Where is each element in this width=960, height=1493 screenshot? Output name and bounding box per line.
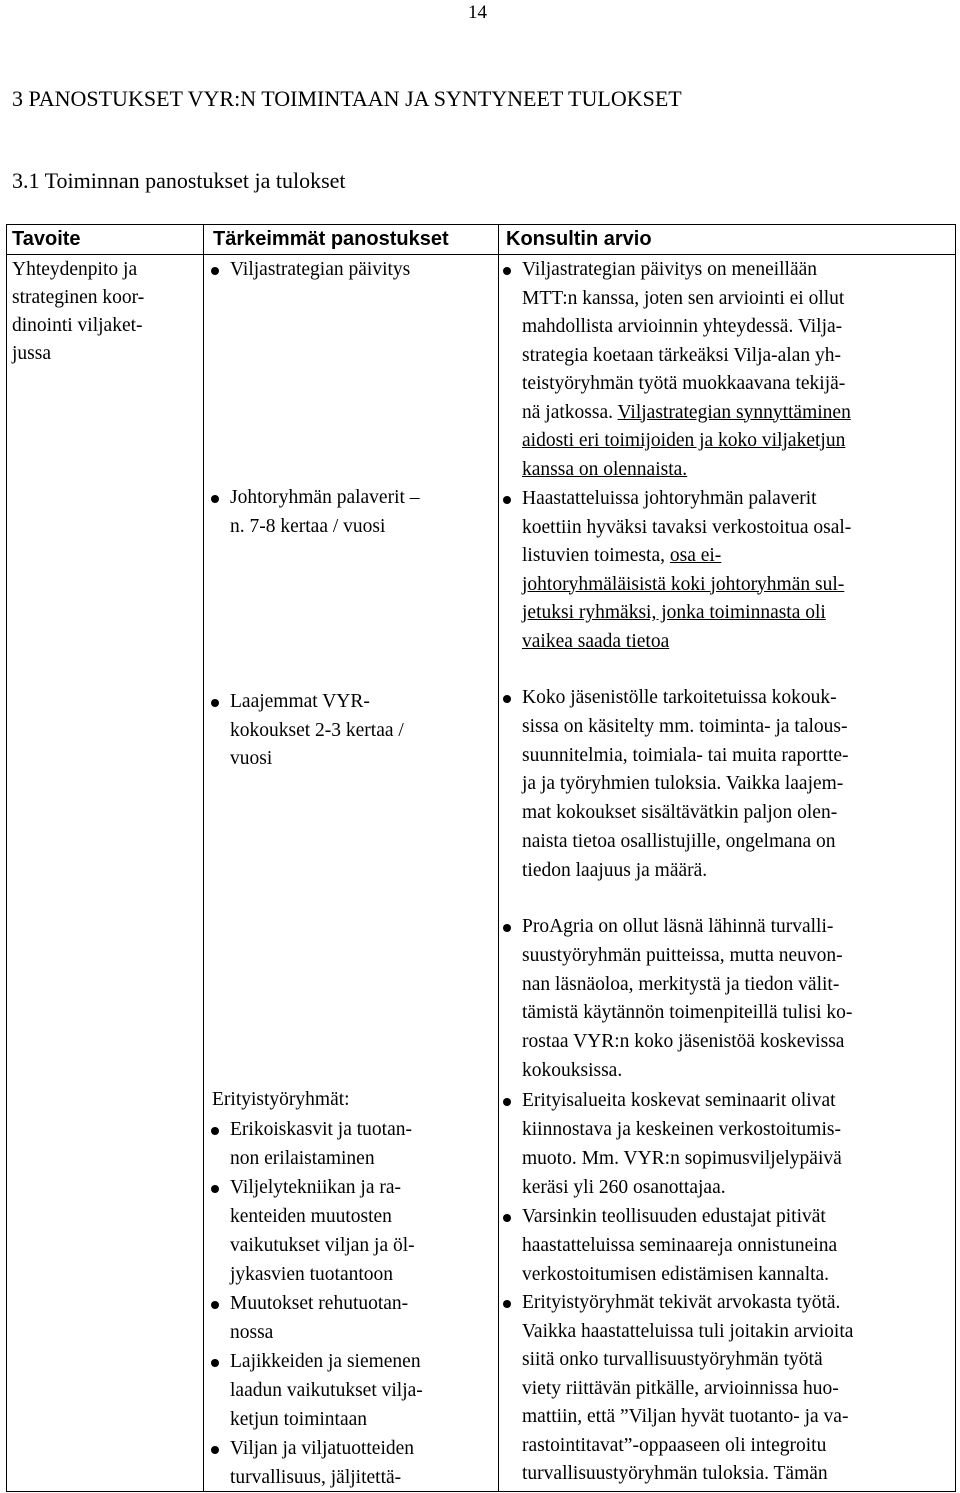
panostus-block xyxy=(211,484,420,541)
bullet-icon xyxy=(503,1214,511,1222)
panostus-line: n. 7-8 kertaa / vuosi xyxy=(230,515,386,537)
erityis-line: Lajikkeiden ja siemenen xyxy=(230,1351,421,1372)
arvio-item xyxy=(503,485,851,656)
goal-line: dinointi viljaket- xyxy=(12,315,143,336)
underlined-text: johtoryhmäläisistä koki johtoryhmän sul- xyxy=(522,573,845,595)
arvio-line: rastointitavat”-oppaaseen oli integroitu xyxy=(522,1434,827,1456)
erityis-block xyxy=(211,1347,423,1434)
header-panostukset: Tärkeimmät panostukset xyxy=(213,228,449,250)
arvio-line: ProAgria on ollut läsnä lähinnä turvalli- xyxy=(522,916,834,937)
table-border-right xyxy=(955,224,956,1492)
arvio-block xyxy=(503,1202,837,1289)
arvio-line xyxy=(503,599,851,628)
arvio-line: naista tietoa osallistujille, ongelmana on xyxy=(522,830,836,852)
panostus-line: vuosi xyxy=(230,748,273,769)
header-tavoite: Tavoite xyxy=(12,228,81,250)
arvio-line: haastatteluissa seminaareja onnistuneina xyxy=(522,1235,838,1256)
arvio-block xyxy=(503,913,852,1086)
arvio-line: kiinnostava ja keskeinen verkostoitumis- xyxy=(522,1119,841,1140)
underlined-text: kanssa on olennaista. xyxy=(522,458,688,480)
bullet-icon xyxy=(503,695,511,703)
bullet-icon xyxy=(211,699,219,707)
goal-cell xyxy=(12,256,144,368)
erityis-item xyxy=(211,1434,414,1492)
arvio-line: Haastatteluissa johtoryhmän palaverit xyxy=(522,488,817,509)
panostus-block xyxy=(211,688,404,774)
erityis-line: nossa xyxy=(230,1322,274,1343)
erityis-line: vaikutukset viljan ja öl- xyxy=(230,1235,415,1256)
bullet-icon xyxy=(503,1300,511,1308)
arvio-line: mattiin, että ”Viljan hyvät tuotanto- ja va- xyxy=(522,1406,849,1427)
arvio-line: tämistä käytännön toimenpiteillä tulisi ko- xyxy=(522,1002,853,1024)
table-border-left xyxy=(6,224,7,1492)
bullet-icon xyxy=(211,1127,219,1135)
arvio-line: MTT:n kanssa, joten sen arviointi ei ollut xyxy=(522,287,845,309)
underlined-text: vaikea saada tietoa xyxy=(522,630,670,652)
arvio-item xyxy=(503,1202,837,1289)
panostus-line: Laajemmat VYR- xyxy=(230,691,370,712)
underlined-text: jetuksi ryhmäksi, jonka toiminnasta oli xyxy=(522,602,826,623)
arvio-line: Koko jäsenistölle tarkoitetuissa kokouk- xyxy=(522,687,837,708)
header-konsultin-arvio: Konsultin arvio xyxy=(506,228,652,250)
arvio-line: Varsinkin teollisuuden edustajat pitivät xyxy=(522,1206,826,1227)
goal-line: jussa xyxy=(12,343,51,364)
arvio-line: verkostoitumisen edistämisen kannalta. xyxy=(522,1264,830,1285)
bullet-icon xyxy=(503,267,511,275)
erityis-line: jykasvien tuotantoon xyxy=(230,1264,394,1285)
erityis-line: Muutokset rehutuotan- xyxy=(230,1293,409,1314)
erityis-item xyxy=(211,1289,408,1347)
arvio-line: listuvien toimesta, osa ei- xyxy=(522,545,722,566)
underlined-text: aidosti eri toimijoiden ja koko viljaketjun xyxy=(522,430,846,451)
arvio-line xyxy=(503,628,851,657)
arvio-line: nä jatkossa. Viljastrategian synnyttäminen xyxy=(522,401,851,423)
panostus-line: Johtoryhmän palaverit – xyxy=(230,487,420,508)
arvio-line: koettiin hyväksi tavaksi verkostoitua osal- xyxy=(522,516,852,538)
arvio-line: viety riittävän pitkälle, arvioinnissa huo- xyxy=(522,1377,839,1399)
arvio-line: muoto. Mm. VYR:n sopimusviljelypäivä xyxy=(522,1148,842,1169)
erityis-block xyxy=(211,1289,408,1347)
panostus-item xyxy=(211,484,420,541)
erityis-line: ketjun toimintaan xyxy=(230,1409,368,1430)
erityis-block xyxy=(211,1115,412,1173)
column-divider-2 xyxy=(498,224,499,1492)
arvio-line: tiedon laajuus ja määrä. xyxy=(522,859,708,881)
page-number: 14 xyxy=(468,2,487,23)
panostus-block xyxy=(211,256,410,285)
header-divider xyxy=(6,254,956,255)
arvio-line: Vaikka haastatteluissa tuli joitakin arvioita xyxy=(522,1320,854,1342)
arvio-line: Viljastrategian päivitys on meneillään xyxy=(522,259,818,280)
arvio-block xyxy=(503,1086,842,1202)
erityis-line: Erikoiskasvit ja tuotan- xyxy=(230,1119,412,1140)
arvio-line: siitä onko turvallisuustyöryhmän työtä xyxy=(522,1349,823,1370)
arvio-item xyxy=(503,1289,853,1489)
bullet-icon xyxy=(211,267,219,275)
arvio-item xyxy=(503,256,851,484)
arvio-line: kokouksissa. xyxy=(522,1059,623,1081)
arvio-line xyxy=(503,571,851,600)
arvio-block xyxy=(503,485,851,656)
bullet-icon xyxy=(211,1446,219,1454)
table-border-bottom xyxy=(6,1491,956,1492)
erityis-line: Viljelytekniikan ja ra- xyxy=(230,1177,402,1198)
arvio-line: sissa on käsitelty mm. toiminta- ja talous- xyxy=(522,715,848,737)
arvio-line: keräsi yli 260 osanottajaa. xyxy=(522,1177,726,1198)
underlined-text: Viljastrategian synnyttäminen xyxy=(617,401,851,423)
arvio-line: turvallisuustyöryhmän tuloksia. Tämän xyxy=(522,1463,828,1484)
arvio-item xyxy=(503,913,852,1086)
arvio-line: nan läsnäoloa, merkitystä ja tiedon välit- xyxy=(522,973,840,995)
erityis-line: kenteiden muutosten xyxy=(230,1206,392,1227)
arvio-item xyxy=(503,684,849,886)
arvio-line xyxy=(503,456,851,485)
arvio-block xyxy=(503,684,849,886)
arvio-line: Erityisalueita koskevat seminaarit olivat xyxy=(522,1090,836,1111)
underlined-text: osa ei- xyxy=(669,545,722,566)
bullet-icon xyxy=(503,924,511,932)
erityis-line: Viljan ja viljatuotteiden xyxy=(230,1438,415,1459)
arvio-line: mahdollista arvioinnin yhteydessä. Vilja- xyxy=(522,316,843,337)
arvio-line: Erityistyöryhmät tekivät arvokasta työtä. xyxy=(522,1292,841,1313)
erityis-item xyxy=(211,1115,412,1173)
bullet-icon xyxy=(211,1359,219,1367)
panostus-item xyxy=(211,688,404,774)
erityis-line: laadun vaikutukset vilja- xyxy=(230,1380,423,1401)
bullet-icon xyxy=(503,1098,511,1106)
panostus-item xyxy=(211,256,410,285)
arvio-line: suustyöryhmän puitteissa, mutta neuvon- xyxy=(522,944,843,966)
panostus-line: kokoukset 2-3 kertaa / xyxy=(230,719,404,741)
erityis-item xyxy=(211,1173,415,1289)
table-border-top xyxy=(6,224,956,225)
section-heading: 3.1 Toiminnan panostukset ja tulokset xyxy=(12,168,346,193)
results-table xyxy=(6,224,956,1492)
column-divider-1 xyxy=(203,224,204,1492)
erityis-block xyxy=(211,1173,415,1289)
bullet-icon xyxy=(211,495,219,503)
goal-line: Yhteydenpito ja xyxy=(12,259,138,280)
bullet-icon xyxy=(211,1301,219,1309)
arvio-line: rostaa VYR:n koko jäsenistöä koskevissa xyxy=(522,1031,845,1053)
arvio-line xyxy=(503,427,851,456)
panostus-line: Viljastrategian päivitys xyxy=(230,259,411,280)
arvio-block xyxy=(503,256,851,484)
chapter-heading: 3 PANOSTUKSET VYR:N TOIMINTAAN JA SYNTYNEET TULOKSET xyxy=(12,86,682,111)
goal-line: strateginen koor- xyxy=(12,287,145,308)
arvio-item xyxy=(503,1086,842,1202)
erityis-line: turvallisuus, jäljitettä- xyxy=(230,1467,402,1488)
bullet-icon xyxy=(211,1185,219,1193)
arvio-line: teistyöryhmän työtä muokkaavana tekijä- xyxy=(522,373,846,394)
erityis-item xyxy=(211,1347,423,1434)
erityis-title: Erityistyöryhmät: xyxy=(212,1089,350,1110)
erityis-line: non erilaistaminen xyxy=(230,1148,375,1169)
arvio-block xyxy=(503,1289,853,1489)
arvio-line: strategia koetaan tärkeäksi Vilja-alan yh- xyxy=(522,344,841,366)
arvio-line: mat kokoukset sisältävätkin paljon olen- xyxy=(522,802,838,824)
bullet-icon xyxy=(503,496,511,504)
arvio-line: suunnitelmia, toimiala- tai muita raportte- xyxy=(522,744,849,766)
erityis-block xyxy=(211,1434,414,1492)
arvio-line: ja ja työryhmien tuloksia. Vaikka laajem- xyxy=(522,773,844,795)
